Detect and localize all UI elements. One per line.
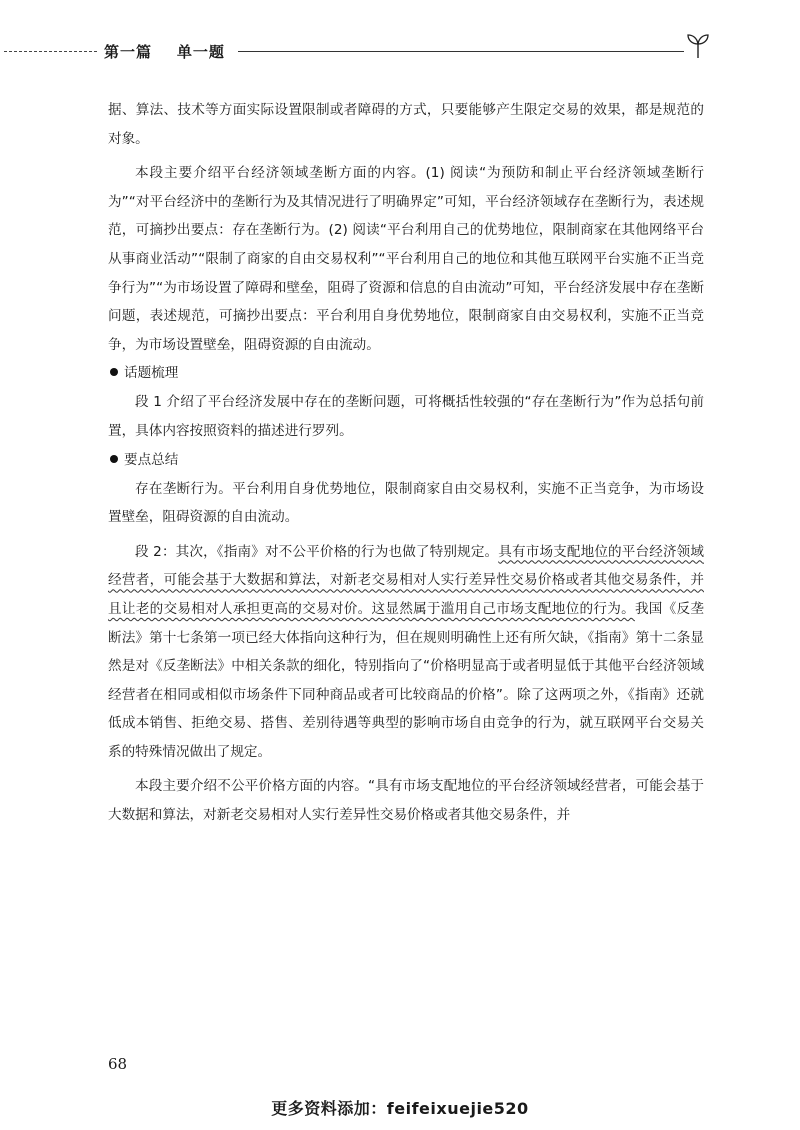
wavy-underlined-text: 具有市场支配地位的平台经济领域经营者，可能会基于大数据和算法，对新老交易相对人实行差异性交易价格或者其他交易条件，并且让老的交易相对人承担更高的交易对价。这显然属于滥用自己市场支配地位的行为。 <box>108 543 704 617</box>
bullet-icon <box>110 368 118 376</box>
paragraph-section-2 <box>108 538 704 767</box>
paragraph-analysis-1: 本段主要介绍平台经济领域垄断方面的内容。(1) 阅读“为预防和制止平台经济领域垄断行为”“对平台经济中的垄断行为及其情况进行了明确界定”可知，平台经济领域存在垄断行为，表述规范，可摘抄出要点：存在垄断行为。(2) 阅读“平台利用自己的优势地位，限制商家在其他网络平台从事商业活动”“限制了商家的自由交易权利”“平台利用自己的地位和其他互联网平台实施不正当竞争行为”“为市场设置了障碍和壁垒，阻碍了资源和信息的自由流动”可知，平台经济发展中存在垄断问题，表述规范，可摘抄出要点：平台利用自身优势地位，限制商家自由交易权利，实施不正当竞争，为市场设置壁垒，阻碍资源的自由流动。 <box>108 165 704 353</box>
sprout-icon <box>684 32 712 60</box>
paragraph-continuation: 据、算法、技术等方面实际设置限制或者障碍的方式，只要能够产生限定交易的效果，都是规范的对象。 <box>108 102 704 147</box>
header-title: 第一篇 单一题 <box>104 43 225 61</box>
heading-label: 话题梳理 <box>124 365 179 382</box>
section-2-body: 我国《反垄断法》第十七条第一项已经大体指向这种行为，但在规则明确性上还有所欠缺，《指南》第十二条显然是对《反垄断法》中相关条款的细化，特别指向了“价格明显高于或者明显低于其他平台经济领域经营者在相同或相似市场条件下同种商品或者可比较商品的价格”。除了这两项之外，《指南》还就低成本销售、拒绝交易、搭售、差别待遇等典型的影响市场自由竞争的行为，就互联网平台交易关系的特殊情况做出了规定。 <box>108 600 704 760</box>
page-number: 68 <box>108 1055 128 1073</box>
header-rule-right <box>238 51 684 52</box>
footer-note: 更多资料添加：feifeixuejie520 <box>271 1099 529 1118</box>
paragraph-topic: 段 1 介绍了平台经济发展中存在的垄断问题，可将概括性较强的“存在垄断行为”作为总括句前置，具体内容按照资料的描述进行罗列。 <box>108 394 704 439</box>
section-2-intro: 段 2：其次，《指南》对不公平价格的行为也做了特别规定。 <box>135 543 499 560</box>
paragraph-summary: 存在垄断行为。平台利用自身优势地位，限制商家自由交易权利，实施不正当竞争，为市场设置壁垒，阻碍资源的自由流动。 <box>108 480 704 526</box>
paragraph-analysis-2: 本段主要介绍不公平价格方面的内容。“具有市场支配地位的平台经济领域经营者，可能会基于大数据和算法，对新老交易相对人实行差异性交易价格或者其他交易条件，并 <box>108 778 704 824</box>
heading-label: 要点总结 <box>124 451 179 468</box>
page-body <box>108 96 704 830</box>
bullet-icon <box>110 455 118 463</box>
section-heading-topic <box>108 359 704 388</box>
section-heading-summary <box>108 446 704 475</box>
header-rule-left <box>4 51 97 52</box>
page-header <box>0 32 800 72</box>
